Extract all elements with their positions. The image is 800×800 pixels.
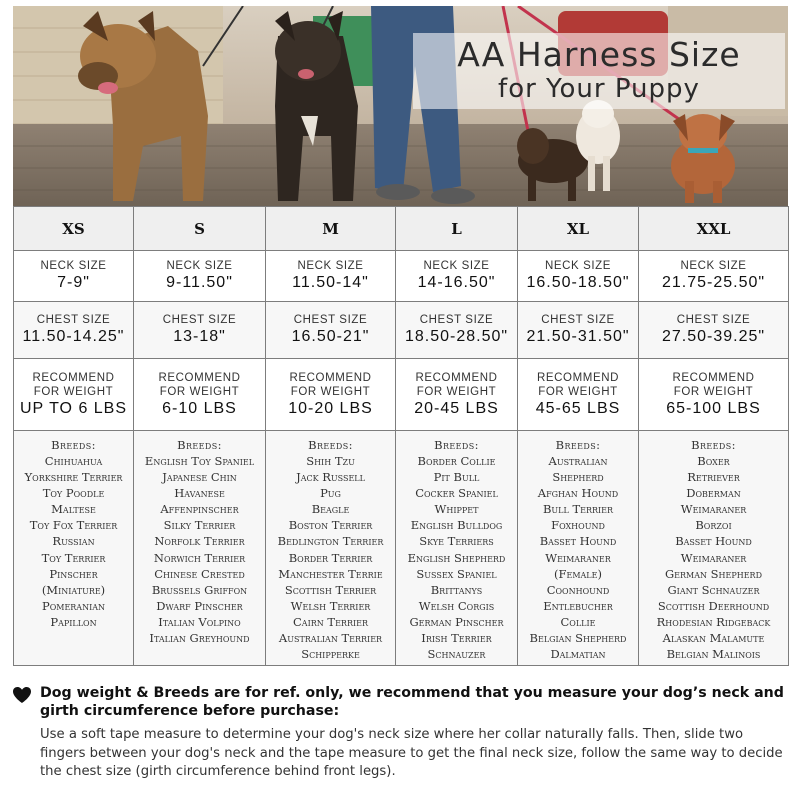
breeds-label: Breeds:	[308, 438, 353, 452]
breed-item: Affenpinscher	[160, 502, 239, 517]
breed-item: Entlebucher	[543, 598, 613, 613]
breed-item: Coonhound	[546, 582, 610, 597]
breed-item: Doberman	[686, 486, 741, 501]
size-header-xxl: XXL	[639, 207, 789, 251]
breeds-row	[14, 431, 789, 666]
weight-label-line1: RECOMMEND	[536, 371, 620, 384]
breed-item: Weimaraner	[680, 550, 747, 565]
neck-label: NECK SIZE	[297, 260, 364, 272]
chest-cell-m	[266, 302, 396, 359]
breed-item: Chihuahua	[44, 454, 103, 468]
breed-item: Belgian Shepherd	[529, 631, 627, 646]
weight-label-line1: RECOMMEND	[415, 371, 498, 384]
breeds-cell-xxl	[639, 431, 789, 666]
neck-label: NECK SIZE	[544, 260, 612, 272]
breed-item: Boston Terrier	[288, 518, 373, 533]
breed-item: Papillon	[50, 614, 97, 629]
breeds-cell-xs	[14, 431, 134, 666]
weight-label-line2: FOR WEIGHT	[538, 385, 618, 398]
breed-item: Giant Schnauzer	[667, 582, 760, 597]
weight-cell-s	[134, 359, 266, 431]
breed-item: Pug	[320, 486, 341, 501]
neck-value: 14-16.50"	[417, 274, 496, 291]
breed-item: Chinese Crested	[154, 566, 245, 581]
neck-value: 21.75-25.50"	[661, 274, 766, 291]
chest-label: CHEST SIZE	[36, 314, 111, 326]
weight-label-line1: RECOMMEND	[672, 371, 755, 384]
neck-value: 9-11.50"	[166, 274, 233, 291]
breed-item: Alaskan Malamute	[662, 631, 765, 646]
title-box	[413, 33, 785, 109]
chest-cell-s	[134, 302, 266, 359]
breed-item: Bull Terrier	[542, 502, 614, 517]
breed-item: Norfolk Terrier	[154, 534, 245, 549]
neck-value: 11.50-14"	[292, 274, 369, 291]
size-header-xl: XL	[518, 207, 639, 251]
neck-label: NECK SIZE	[166, 260, 233, 272]
breed-item: Basset Hound	[539, 534, 617, 549]
breed-item: Afghan Hound	[537, 486, 619, 501]
breed-item: Japanese Chin	[162, 470, 237, 485]
breed-item: Australian Terrier	[278, 631, 383, 646]
breed-item: Belgian Malinois	[666, 647, 761, 662]
weight-label-line2: FOR WEIGHT	[416, 385, 497, 398]
neck-label: NECK SIZE	[40, 260, 107, 272]
neck-value: 7-9"	[57, 274, 90, 291]
breed-item: Pit Bull	[433, 470, 480, 485]
breed-item: Pinscher	[49, 566, 98, 581]
neck-cell-l	[396, 251, 518, 302]
breed-item: Weimaraner	[680, 502, 747, 517]
breed-item: Jack Russell	[296, 470, 365, 485]
weight-cell-l	[396, 359, 518, 431]
breed-item: Dalmatian	[550, 647, 606, 662]
chest-label: CHEST SIZE	[162, 314, 237, 326]
chest-label: CHEST SIZE	[541, 314, 615, 326]
hero-banner	[13, 6, 788, 206]
breed-item: Collie	[560, 614, 596, 629]
breed-item: Scottish Terrier	[284, 582, 377, 597]
page-title: AA Harness Size	[457, 35, 741, 74]
chest-cell-xs	[14, 302, 134, 359]
weight-value: 45-65 LBS	[535, 399, 621, 417]
breed-item: Irish Terrier	[421, 631, 492, 646]
weight-cell-xs	[14, 359, 134, 431]
chest-value: 13-18"	[173, 328, 226, 345]
size-header-m: M	[266, 207, 396, 251]
breed-item: Whippet	[434, 502, 479, 517]
breed-item: Toy Terrier	[41, 550, 106, 565]
breeds-label: Breeds:	[51, 438, 96, 452]
chest-cell-xl	[518, 302, 639, 359]
breed-item: Cocker Spaniel	[415, 486, 498, 501]
weight-cell-m	[266, 359, 396, 431]
neck-cell-s	[134, 251, 266, 302]
breed-item: Pomeranian	[41, 598, 106, 613]
note-heading: Dog weight & Breeds are for ref. only, we recommend that you measure your dog’s neck and girth circumference before purchase:	[40, 685, 784, 719]
neck-label: NECK SIZE	[423, 260, 490, 272]
breeds-cell-m	[266, 431, 396, 666]
breed-item: Border Terrier	[288, 550, 373, 565]
size-header-l: L	[396, 207, 518, 251]
breed-item: Sussex Spaniel	[416, 566, 497, 581]
breed-item: Toy Poodle	[42, 486, 105, 501]
breeds-cell-l	[396, 431, 518, 666]
breed-item: Brussels Griffon	[151, 582, 248, 597]
weight-value: 10-20 LBS	[288, 399, 373, 417]
neck-cell-xl	[518, 251, 639, 302]
weight-cell-xl	[518, 359, 639, 431]
size-header-s: S	[134, 207, 266, 251]
breed-item: English Shepherd	[407, 550, 506, 565]
chest-label: CHEST SIZE	[293, 314, 368, 326]
breed-item: German Shepherd	[664, 566, 762, 581]
chest-value: 21.50-31.50"	[526, 328, 630, 345]
breeds-label: Breeds:	[434, 438, 479, 452]
size-chart-table	[13, 206, 789, 666]
breed-item: Brittanys	[430, 582, 483, 597]
chest-value: 27.50-39.25"	[661, 328, 766, 345]
breed-item: Schipperke	[301, 647, 360, 662]
breed-item: Italian Greyhound	[149, 631, 250, 646]
weight-label-line2: FOR WEIGHT	[290, 385, 371, 398]
breed-item: Italian Volpino	[158, 614, 241, 629]
weight-label-line1: RECOMMEND	[158, 371, 241, 384]
breeds-label: Breeds:	[177, 438, 222, 452]
breeds-cell-s	[134, 431, 266, 666]
breed-item: Silky Terrier	[163, 518, 236, 533]
breed-item: Boxer	[697, 454, 730, 468]
breed-item: Schnauzer	[427, 647, 486, 662]
breed-item: Welsh Corgis	[418, 598, 495, 613]
weight-value: UP TO 6 LBS	[19, 399, 128, 417]
breed-item: Cairn Terrier	[293, 614, 368, 629]
weight-label-line1: RECOMMEND	[32, 371, 115, 384]
weight-label-line2: FOR WEIGHT	[673, 385, 754, 398]
breed-item: Basset Hound	[675, 534, 752, 549]
weight-value: 20-45 LBS	[414, 399, 499, 417]
breed-item: Rhodesian Ridgeback	[656, 614, 771, 629]
chest-size-row	[14, 302, 789, 359]
breeds-label: Breeds:	[555, 438, 601, 452]
neck-size-row	[14, 251, 789, 302]
chest-label: CHEST SIZE	[676, 314, 751, 326]
breed-item: Maltese	[51, 502, 96, 517]
breed-item: Border Collie	[417, 454, 496, 468]
breed-item: (Female)	[554, 566, 602, 581]
breed-item: Shepherd	[552, 470, 604, 485]
size-header-row	[14, 207, 789, 251]
breed-item: Australian	[548, 454, 608, 468]
breeds-label: Breeds:	[691, 438, 736, 452]
weight-label-line2: FOR WEIGHT	[33, 385, 114, 398]
breed-item: Shih Tzu	[306, 454, 355, 468]
weight-value: 6-10 LBS	[162, 399, 237, 417]
breeds-cell-xl	[518, 431, 639, 666]
breed-item: Bedlington Terrier	[277, 534, 384, 549]
breed-item: Havanese	[174, 486, 225, 501]
chest-value: 11.50-14.25"	[22, 328, 125, 345]
breed-item: Foxhound	[551, 518, 605, 533]
breed-item: Weimaraner	[545, 550, 611, 565]
breed-item: Manchester Terrie	[278, 566, 383, 581]
weight-row	[14, 359, 789, 431]
breed-item: English Bulldog	[410, 518, 503, 533]
neck-cell-xs	[14, 251, 134, 302]
heart-icon	[12, 686, 32, 704]
neck-cell-m	[266, 251, 396, 302]
weight-value: 65-100 LBS	[666, 399, 761, 417]
breed-item: Toy Fox Terrier	[29, 518, 118, 533]
breed-item: Welsh Terrier	[290, 598, 371, 613]
breed-item: Retriever	[687, 470, 740, 485]
page-subtitle: for Your Puppy	[498, 74, 700, 104]
breed-item: Skye Terriers	[419, 534, 494, 549]
breed-item: Borzoi	[695, 518, 732, 533]
neck-label: NECK SIZE	[680, 260, 747, 272]
breed-item: Yorkshire Terrier	[24, 470, 123, 485]
breed-item: German Pinscher	[409, 614, 504, 629]
breed-item: Russian	[52, 534, 95, 549]
weight-cell-xxl	[639, 359, 789, 431]
chest-label: CHEST SIZE	[419, 314, 494, 326]
breed-item: Dwarf Pinscher	[156, 598, 243, 613]
chest-cell-l	[396, 302, 518, 359]
chest-value: 18.50-28.50"	[404, 328, 509, 345]
chest-value: 16.50-21"	[291, 328, 370, 345]
breed-item: Scottish Deerhound	[657, 598, 770, 613]
breed-item: (Miniature)	[41, 582, 106, 597]
breed-item: Norwich Terrier	[153, 550, 246, 565]
weight-label-line1: RECOMMEND	[289, 371, 372, 384]
neck-cell-xxl	[639, 251, 789, 302]
chest-cell-xxl	[639, 302, 789, 359]
neck-value: 16.50-18.50"	[526, 274, 630, 291]
weight-label-line2: FOR WEIGHT	[159, 385, 240, 398]
breed-item: English Toy Spaniel	[144, 454, 255, 468]
breed-item: Beagle	[311, 502, 350, 517]
size-header-xs: XS	[14, 207, 134, 251]
note-body: Use a soft tape measure to determine your dog's neck size where her collar naturally falls. Then, slide two fingers between your dog's neck and the tape measure to get the final neck size, follow the same way to decide the chest size (girth circumference behind front legs).	[40, 727, 783, 779]
